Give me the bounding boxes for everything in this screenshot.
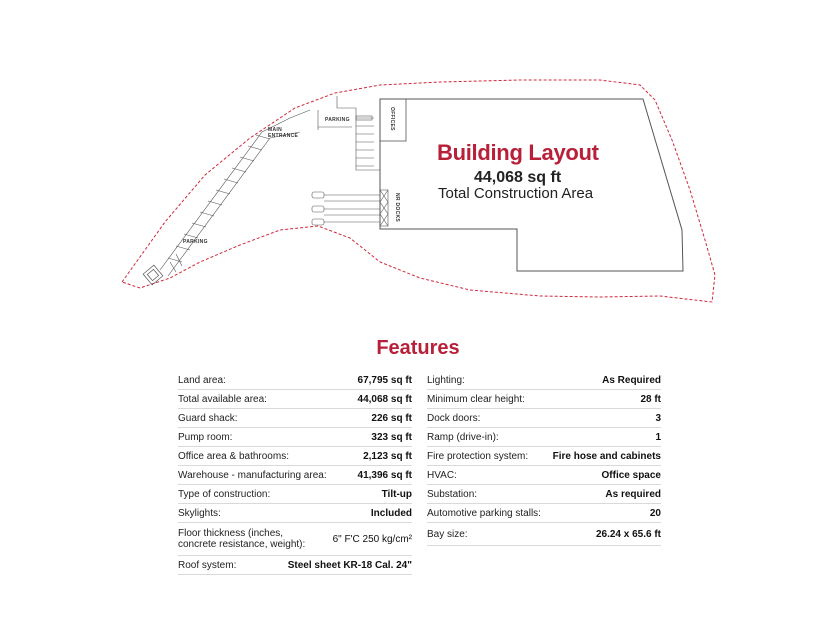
feature-label: Roof system: — [178, 559, 237, 571]
feature-value: Tilt-up — [381, 488, 412, 500]
property-boundary — [122, 80, 715, 302]
feature-row — [178, 447, 412, 466]
feature-row — [427, 523, 661, 546]
feature-value: 28 ft — [640, 393, 661, 405]
feature-row — [178, 485, 412, 504]
feature-value: 44,068 sq ft — [357, 393, 412, 405]
feature-label: Office area & bathrooms: — [178, 450, 289, 462]
feature-label: Fire protection system: — [427, 450, 529, 462]
parking-top-label: PARKING — [325, 117, 350, 123]
feature-label: Guard shack: — [178, 412, 238, 424]
feature-label: Automotive parking stalls: — [427, 507, 541, 519]
main-entrance-label-1: MAIN — [268, 127, 282, 133]
feature-value: 2,123 sq ft — [363, 450, 412, 462]
feature-row — [178, 523, 412, 556]
feature-row — [427, 409, 661, 428]
feature-value: Fire hose and cabinets — [552, 450, 661, 462]
feature-value: 226 sq ft — [371, 412, 412, 424]
feature-label: Minimum clear height: — [427, 393, 525, 405]
feature-label: Ramp (drive-in): — [427, 431, 499, 443]
feature-label: Dock doors: — [427, 412, 481, 424]
feature-label: Floor thickness (inches, concrete resistance, weight): — [178, 528, 306, 550]
feature-row — [178, 371, 412, 390]
feature-label: Skylights: — [178, 507, 221, 519]
feature-value: 41,396 sq ft — [357, 469, 412, 481]
feature-label: Substation: — [427, 488, 478, 500]
feature-value: Included — [370, 507, 412, 519]
feature-label: Pump room: — [178, 431, 233, 443]
parking-left-label: PARKING — [183, 239, 208, 245]
feature-value: 6" F'C 250 kg/cm² — [332, 533, 412, 545]
feature-row — [427, 504, 661, 523]
feature-value: 20 — [649, 507, 661, 519]
building-layout-title: Building Layout — [437, 140, 599, 165]
main-entrance-label-2: ENTRANCE — [268, 133, 299, 139]
feature-label: HVAC: — [427, 469, 457, 481]
top-parking — [318, 96, 380, 170]
feature-label: Type of construction: — [178, 488, 271, 500]
feature-row — [178, 504, 412, 523]
features-table-right — [427, 371, 661, 546]
feature-row — [427, 428, 661, 447]
construction-area-label: Total Construction Area — [438, 185, 594, 202]
feature-value: 67,795 sq ft — [357, 374, 412, 386]
feature-value: As required — [605, 488, 661, 500]
feature-row — [178, 556, 412, 575]
feature-label: Land area: — [178, 374, 226, 386]
construction-area-value: 44,068 sq ft — [474, 169, 562, 186]
feature-row — [427, 466, 661, 485]
feature-value: As Required — [602, 374, 661, 386]
feature-row — [427, 447, 661, 466]
feature-row — [178, 409, 412, 428]
features-table-left — [178, 371, 412, 575]
features-title: Features — [376, 337, 460, 359]
feature-row — [178, 466, 412, 485]
feature-label: Bay size: — [427, 528, 468, 540]
feature-row — [178, 390, 412, 409]
feature-row — [427, 371, 661, 390]
guard-shack — [143, 265, 163, 285]
feature-row — [178, 428, 412, 447]
feature-value: 1 — [655, 431, 661, 443]
offices-label: OFFICES — [389, 107, 395, 131]
feature-label: Total available area: — [178, 393, 267, 405]
feature-value: Steel sheet KR-18 Cal. 24" — [287, 559, 412, 571]
feature-value: 323 sq ft — [371, 431, 412, 443]
feature-value: 3 — [655, 412, 661, 424]
feature-label: Warehouse - manufacturing area: — [178, 469, 327, 481]
docks-label: NR DOCKS — [394, 193, 400, 223]
feature-label: Lighting: — [427, 374, 465, 386]
dock-area — [312, 190, 388, 226]
feature-value: 26.24 x 65.6 ft — [595, 528, 661, 540]
feature-row — [427, 390, 661, 409]
feature-value: Office space — [601, 469, 661, 481]
feature-row — [427, 485, 661, 504]
